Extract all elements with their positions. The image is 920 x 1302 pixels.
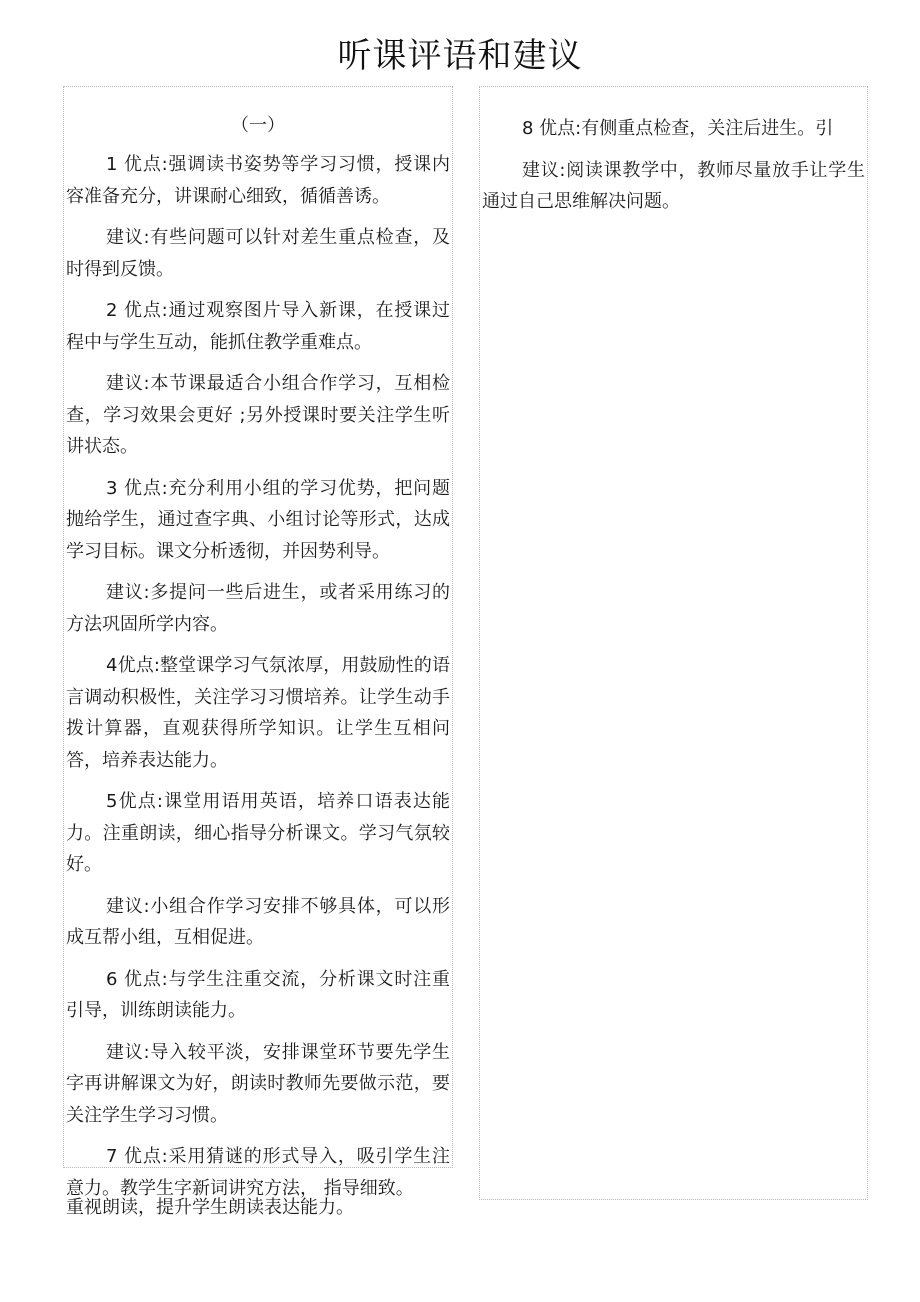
paragraph-6-strength: 6 优点:与学生注重交流，分析课文时注重引导，训练朗读能力。	[66, 968, 450, 1021]
paragraph-3-suggestion: 建议:多提问一些后进生，或者采用练习的方法巩固所学内容。	[66, 582, 450, 635]
paragraph-4-strength: 4优点:整堂课学习气氛浓厚，用鼓励性的语言调动积极性，关注学习习惯培养。让学生动手拨计算器，直观获得所学知识。让学生互相问答，培养表达能力。	[66, 655, 450, 771]
paragraph-5-strength: 5优点:课堂用语用英语，培养口语表达能力。注重朗读，细心指导分析课文。学习气氛较好。	[66, 791, 450, 875]
paragraph-1-suggestion: 建议:有些问题可以针对差生重点检查，及时得到反馈。	[66, 227, 450, 280]
document-title: 听课评语和建议	[337, 36, 583, 76]
paragraph-8-suggestion: 建议:阅读课教学中，教师尽量放手让学生通过自己思维解决问题。	[482, 159, 865, 212]
paragraph-7-continuation: 重视朗读，提升学生朗读表达能力。	[66, 1197, 354, 1218]
left-column	[63, 86, 453, 1199]
paragraph-8-strength: 8 优点:有侧重点检查，关注后进生。引	[522, 118, 834, 139]
right-column	[479, 86, 868, 1200]
paragraph-6-suggestion: 建议:导入较平淡，安排课堂环节要先学生字再讲解课文为好，朗读时教师先要做示范，要关注学生学习习惯。	[66, 1041, 450, 1126]
section-label: （一）	[231, 115, 285, 136]
paragraph-2-strength: 2 优点:通过观察图片导入新课，在授课过程中与学生互动，能抓住教学重难点。	[66, 300, 450, 353]
paragraph-5-suggestion: 建议:小组合作学习安排不够具体，可以形成互帮小组，互相促进。	[66, 895, 450, 948]
left-column-content	[64, 87, 452, 1214]
paragraph-3-strength: 3 优点:充分利用小组的学习优势，把问题抛给学生，通过查字典、小组讨论等形式，达成学习目标。课文分析透彻，并因势利导。	[66, 477, 450, 562]
paragraph-7-strength: 7 优点:采用猜谜的形式导入，吸引学生注意力。教学生字新词讲究方法， 指导细致。	[66, 1146, 450, 1199]
paragraph-1-strength: 1 优点:强调读书姿势等学习习惯，授课内容准备充分，讲课耐心细致，循循善诱。	[66, 154, 450, 207]
paragraph-2-suggestion: 建议:本节课最适合小组合作学习，互相检查，学习效果会更好 ;另外授课时要关注学生听讲状态。	[66, 373, 450, 457]
right-column-content	[480, 87, 867, 228]
